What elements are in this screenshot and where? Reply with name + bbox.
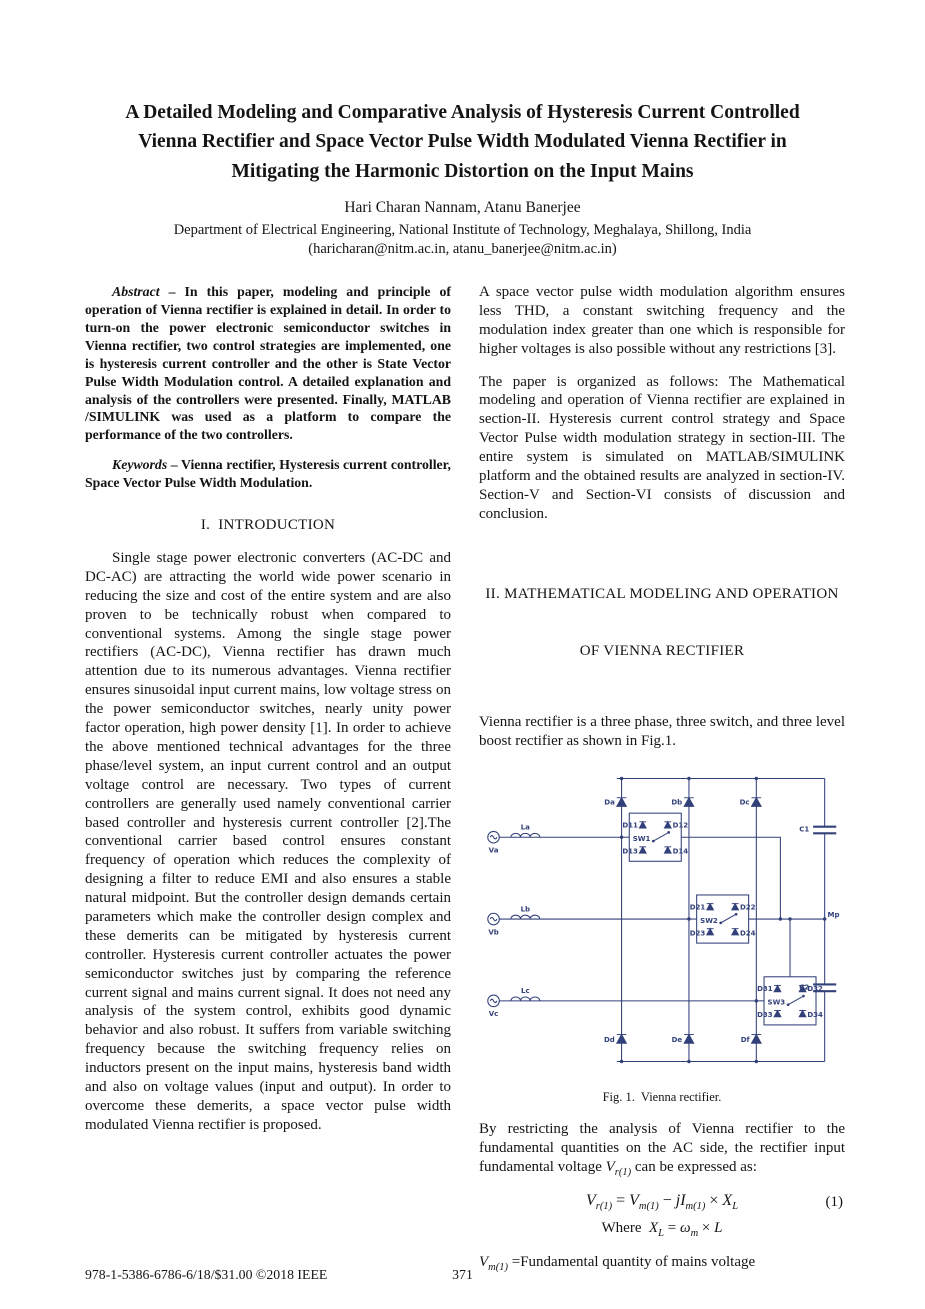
label-d31: D31 bbox=[757, 983, 773, 993]
equation-where-line: Where $X_L = \omega_m \times L$ bbox=[601, 1219, 723, 1239]
diode-da-symbol bbox=[617, 797, 627, 806]
keywords-label: Keywords bbox=[112, 457, 168, 473]
label-va: Va bbox=[488, 845, 499, 855]
figure-1 bbox=[479, 765, 845, 1107]
label-d21: D21 bbox=[689, 902, 706, 912]
diode-d34-symbol bbox=[799, 1010, 806, 1016]
label-db: Db bbox=[671, 797, 683, 807]
paper-title bbox=[0, 98, 925, 186]
title-line-2: Vienna Rectifier and Space Vector Pulse Width Modulated Vienna Rectifier in bbox=[138, 131, 787, 153]
diode-d14-symbol bbox=[664, 846, 671, 852]
switch-2-blade bbox=[721, 914, 736, 923]
author-emails: (haricharan@nitm.ac.in, atanu_banerjee@nitm.ac.in) bbox=[308, 240, 617, 257]
source-vb-sine bbox=[490, 917, 497, 920]
inductor-la-coil bbox=[511, 833, 540, 837]
label-d34: D34 bbox=[807, 1009, 823, 1019]
diode-d21-symbol bbox=[707, 903, 714, 909]
affiliation-line: Department of Electrical Engineering, National Institute of Technology, Meghalaya, Shillong, India bbox=[173, 221, 752, 238]
label-lc: Lc bbox=[520, 985, 530, 995]
diode-d22-symbol bbox=[732, 903, 739, 909]
label-sw1: SW1 bbox=[632, 833, 651, 843]
page-number: 371 bbox=[452, 1267, 473, 1282]
label-d14: D14 bbox=[672, 846, 689, 856]
diode-d31-symbol bbox=[774, 985, 781, 991]
label-mp: Mp bbox=[827, 909, 840, 919]
title-line-1: A Detailed Modeling and Comparative Analysis of Hysteresis Current Controlled bbox=[125, 102, 800, 123]
math-vr1-sub: r(1) bbox=[614, 1167, 632, 1179]
label-c2: C2 bbox=[799, 981, 810, 991]
switch-1-blade bbox=[653, 832, 668, 841]
keywords-text: Vienna rectifier, Hysteresis current controller, Space Vector Pulse Width Modulation. bbox=[85, 457, 451, 491]
section-2-heading-line-1: II. MATHEMATICAL MODELING AND OPERATION bbox=[485, 586, 839, 603]
label-d32: D32 bbox=[807, 983, 823, 993]
figure-1-caption: Fig. 1. Vienna rectifier. bbox=[602, 1090, 722, 1105]
label-d12: D12 bbox=[672, 820, 689, 830]
label-df: Df bbox=[740, 1034, 750, 1044]
vienna-rectifier-schematic bbox=[482, 765, 842, 1075]
diode-d13-symbol bbox=[639, 846, 646, 852]
keywords-dash: – bbox=[167, 457, 181, 473]
right-column bbox=[479, 283, 845, 1274]
label-d23: D23 bbox=[689, 927, 706, 937]
label-d11: D11 bbox=[622, 820, 638, 830]
diode-d11-symbol bbox=[639, 821, 646, 827]
section-2-intro-paragraph: Vienna rectifier is a three phase, three switch, and three level boost rectifier as shown in Fig.1. bbox=[479, 713, 845, 749]
diode-d23-symbol bbox=[707, 928, 714, 934]
diode-d24-symbol bbox=[732, 928, 739, 934]
label-d22: D22 bbox=[739, 902, 756, 912]
switch-3-blade bbox=[788, 996, 803, 1005]
diode-df-symbol bbox=[752, 1034, 762, 1043]
paper-header bbox=[0, 98, 925, 258]
inductor-lb-coil bbox=[511, 915, 540, 919]
abstract-dash: – bbox=[159, 284, 185, 299]
label-dd: Dd bbox=[603, 1034, 615, 1044]
page-footer bbox=[0, 1267, 925, 1283]
diode-db-symbol bbox=[684, 797, 694, 806]
label-d13: D13 bbox=[622, 846, 638, 856]
source-va-sine bbox=[490, 835, 497, 838]
label-sw2: SW2 bbox=[700, 915, 718, 925]
label-d33: D33 bbox=[757, 1009, 773, 1019]
equation-1-body: $V_{r(1)} = V_{m(1)} - jI_{m(1)} \times X_L$ bbox=[585, 1192, 739, 1213]
after-figure-paragraph: By restricting the analysis of Vienna rectifier to the fundamental quantities on the AC side, the rectifier input fundamental voltage $V_{r(1)}$ can be expressed as: bbox=[479, 1121, 845, 1179]
abstract-text: In this paper, modeling and principle of operation of Vienna rectifier is explained in detail. In order to turn-on the power electronic semiconductor switches in Vienna rectifier, two control strategies are implemented, one is hysteresis current controller and the other is State Vector Pulse Width Modulation control. A detailed explanation and analysis of the controllers were presented. Finally, MATLAB /SIMULINK was used as a platform to compare the performance of the two controllers. bbox=[85, 284, 452, 443]
left-column bbox=[85, 283, 451, 1135]
introduction-paragraph: Single stage power electronic converters (AC-DC and DC-AC) are attracting the world wide power scenario in reducing the size and cost of the entire system and are also proven to be technically robust when compared to conventional systems. Among the single stage power rectifiers (AC-DC), Vienna rectifier has drawn much attention due to its numerous advantages. Vienna rectifier ensures sinusoidal input current mains, low voltage stress on the power semiconductor switches, nearly unity power factor operation, high power density [1]. In order to achieve the above mentioned technical advantages for the three phase/level system, an input current control and an output voltage control are necessary. Two types of current controllers are generally used namely conventional carrier based controller and hysteresis current controller [2].The conventional carrier based control ensures constant frequency of operation which reduces the complexity of designing a filter to reduce EMI and also ensures a stable natural midpoint. But the controller design demands certain parameters which make the controller design complex and these demerits can be mitigated by hysteresis current controller. Hysteresis current controller actuates the power semiconductor switches just by comparing the reference current signal and mains current signal. It does not need any analysis of the system control, exhibits good dynamic behavior and also robust. It suffers from variable switching frequency because the switching frequency relies on inductors present on the input mains, hysteresis band width and also on voltage values (input and output). In order to overcome these demerits, a space vector pulse width modulated Vienna rectifier is proposed. bbox=[85, 550, 451, 1133]
diode-dd-symbol bbox=[617, 1034, 627, 1043]
abstract-paragraph bbox=[85, 283, 451, 444]
right-paragraph-1: A space vector pulse width modulation algorithm ensures less THD, a constant switching frequency and the modulation index greater than one which is responsible for higher voltages is also possible without any restrictions [3]. bbox=[479, 284, 845, 357]
source-vc-sine bbox=[490, 999, 497, 1002]
vm-definition-line: $V_{m(1)}$ =Fundamental quantity of mains voltage bbox=[479, 1253, 756, 1273]
section-2-heading-line-2: OF VIENNA RECTIFIER bbox=[579, 643, 745, 660]
diode-de-symbol bbox=[684, 1034, 694, 1043]
label-la: La bbox=[520, 822, 530, 832]
label-sw3: SW3 bbox=[767, 997, 786, 1007]
copyright-notice: 978-1-5386-6786-6/18/$31.00 ©2018 IEEE bbox=[85, 1267, 328, 1282]
right-paragraph-2: The paper is organized as follows: The Mathematical modeling and operation of Vienna rectifier are explained in section-II. Hysteresis current control strategy and Space Vector Pulse width modulation strategy in section-III. The entire system is simulated on MATLAB/SIMULINK platform and the obtained results are analyzed in section-IV. Section-V and Section-VI consists of discussion and conclusion. bbox=[479, 373, 845, 522]
diode-d33-symbol bbox=[774, 1010, 781, 1016]
abstract-label: Abstract bbox=[112, 284, 160, 299]
keywords-paragraph bbox=[85, 456, 451, 492]
label-c1: C1 bbox=[799, 824, 810, 834]
label-dc: Dc bbox=[739, 797, 750, 807]
label-da: Da bbox=[604, 797, 615, 807]
label-lb: Lb bbox=[520, 903, 531, 913]
authors-line: Hari Charan Nannam, Atanu Banerjee bbox=[344, 198, 581, 216]
math-vr1-base: V bbox=[605, 1159, 615, 1176]
inductor-lc-coil bbox=[511, 997, 540, 1001]
label-vb: Vb bbox=[488, 927, 499, 937]
label-vc: Vc bbox=[488, 1008, 499, 1018]
equation-1-number: (1) bbox=[825, 1194, 843, 1211]
section-1-heading: I. INTRODUCTION bbox=[200, 517, 336, 534]
diode-d12-symbol bbox=[664, 821, 671, 827]
section-2-heading bbox=[479, 548, 845, 699]
label-d24: D24 bbox=[739, 927, 756, 937]
equation-1 bbox=[479, 1191, 845, 1213]
label-de: De bbox=[671, 1034, 683, 1044]
title-line-3: Mitigating the Harmonic Distortion on the Input Mains bbox=[231, 160, 694, 182]
diode-dc-symbol bbox=[752, 797, 762, 806]
